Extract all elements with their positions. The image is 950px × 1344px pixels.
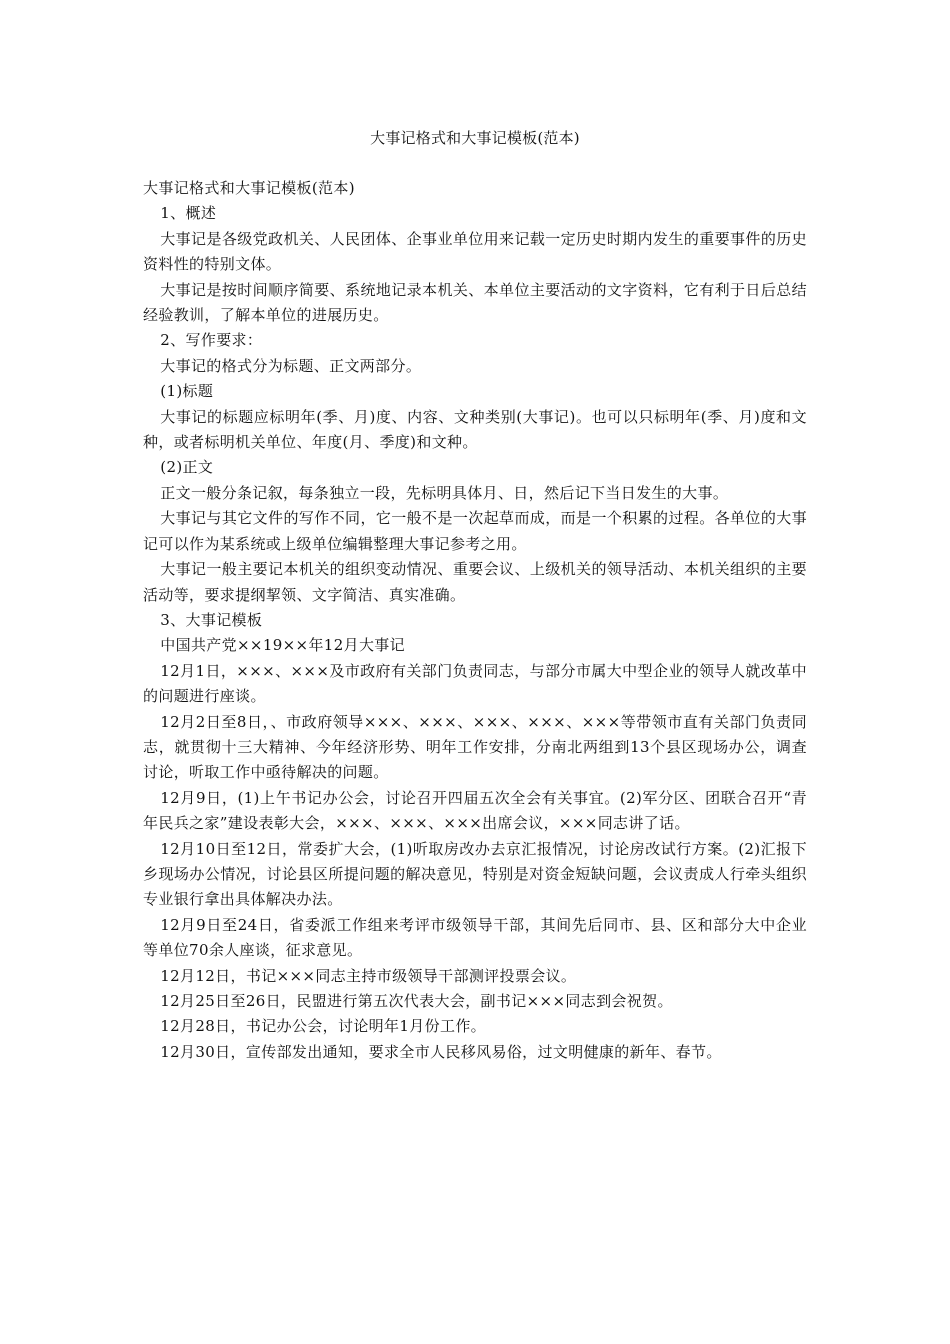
document-title: 大事记格式和大事记模板(范本) bbox=[370, 129, 580, 147]
paragraph: 大事记与其它文件的写作不同，它一般不是一次起草而成，而是一个积累的过程。各单位的大事记可以作为某系统或上级单位编辑整理大事记参考之用。 bbox=[143, 509, 807, 553]
event-entry: 12月10日至12日，常委扩大会，(1)听取房改办去京汇报情况，讨论房改试行方案。(2)汇报下乡现场办公情况，讨论县区所提问题的解决意见，特别是对资金短缺问题，会议责成人行牵头组织专业银行拿出具体解决办法。 bbox=[143, 839, 807, 909]
event-entry: 12月25日至26日，民盟进行第五次代表大会，副书记×××同志到会祝贺。 bbox=[160, 992, 673, 1010]
event-entry: 12月12日，书记×××同志主持市级领导干部测评投票会议。 bbox=[160, 966, 577, 985]
document-body bbox=[143, 176, 807, 1065]
subsection-heading-title: (1)标题 bbox=[160, 382, 214, 401]
paragraph-subtitle: 大事记格式和大事记模板(范本) bbox=[143, 179, 355, 197]
section-heading-overview: 1、概述 bbox=[160, 204, 217, 223]
paragraph: 大事记的标题应标明年(季、月)度、内容、文种类别(大事记)。也可以只标明年(季、月)度和文种，或者标明机关单位、年度(月、季度)和文种。 bbox=[143, 407, 807, 452]
section-heading-requirements: 2、写作要求： bbox=[160, 331, 263, 350]
template-title: 中国共产党××19××年12月大事记 bbox=[160, 636, 405, 655]
event-entry: 12月9日至24日，省委派工作组来考评市级领导干部，其间先后同市、县、区和部分大中企业等单位70余人座谈，征求意见。 bbox=[143, 915, 807, 960]
subsection-heading-body: (2)正文 bbox=[160, 458, 214, 477]
paragraph: 大事记是各级党政机关、人民团体、企事业单位用来记载一定历史时期内发生的重要事件的历史资料性的特别文体。 bbox=[143, 229, 807, 274]
section-heading-template: 3、大事记模板 bbox=[160, 610, 263, 629]
event-entry: 12月1日，×××、×××及市政府有关部门负责同志，与部分市属大中型企业的领导人就改革中的问题进行座谈。 bbox=[143, 661, 807, 706]
event-entry: 12月9日，(1)上午书记办公会，讨论召开四届五次全会有关事宜。(2)军分区、团联合召开“青年民兵之家”建设表彰大会，×××、×××、×××出席会议，×××同志讲了话。 bbox=[143, 788, 807, 833]
paragraph: 正文一般分条记叙，每条独立一段，先标明具体月、日，然后记下当日发生的大事。 bbox=[160, 483, 729, 502]
event-entry: 12月30日，宣传部发出通知，要求全市人民移风易俗，过文明健康的新年、春节。 bbox=[160, 1042, 722, 1061]
paragraph: 大事记是按时间顺序简要、系统地记录本机关、本单位主要活动的文字资料，它有利于日后总结经验教训，了解本单位的进展历史。 bbox=[143, 280, 807, 325]
paragraph: 大事记一般主要记本机关的组织变动情况、重要会议、上级机关的领导活动、本机关组织的主要活动等，要求提纲挈领、文字简洁、真实准确。 bbox=[143, 560, 807, 604]
paragraph: 大事记的格式分为标题、正文两部分。 bbox=[160, 356, 422, 375]
event-entry: 12月2日至8日，、市政府领导×××、×××、×××、×××、×××等带领市直有关部门负责同志，就贯彻十三大精神、今年经济形势、明年工作安排，分南北两组到13个县区现场办公，调查讨论，听取工作中亟待解决的问题。 bbox=[143, 712, 807, 782]
event-entry: 12月28日，书记办公会，讨论明年1月份工作。 bbox=[160, 1017, 487, 1036]
